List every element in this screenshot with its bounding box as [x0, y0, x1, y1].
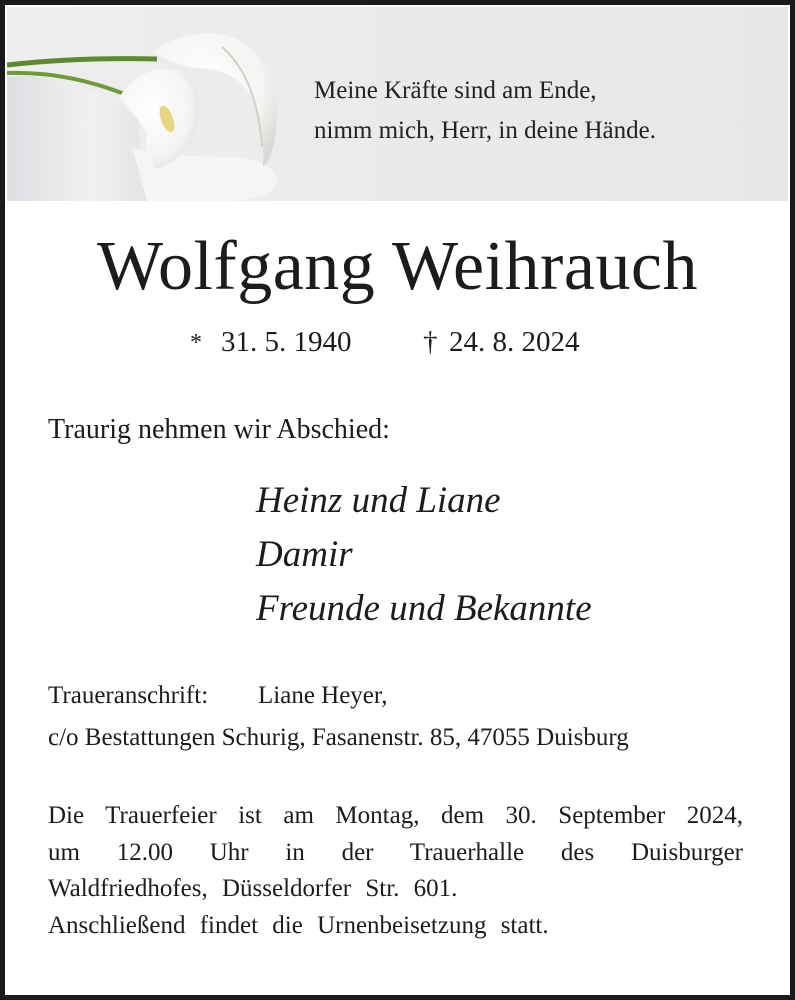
header-banner [7, 7, 788, 201]
farewell-intro: Traurig nehmen wir Abschied: [48, 414, 390, 445]
address-name: Liane Heyer, [258, 682, 388, 709]
mourner-item: Freunde und Bekannte [256, 588, 592, 629]
address-label: Traueranschrift: [48, 682, 209, 709]
service-line: Anschließend findet die Urnenbeisetzung statt. [48, 911, 549, 939]
funeral-service-info [48, 798, 743, 944]
birth-date: 31. 5. 1940 [221, 326, 352, 358]
mourner-item: Heinz und Liane [256, 480, 501, 521]
mourner-item: Damir [256, 534, 353, 575]
service-line: Waldfriedhofes, Düsseldorfer Str. 601. [48, 875, 458, 902]
service-line: Die Trauerfeier ist am Montag, dem 30. September 2024, [48, 802, 743, 829]
calla-lily-image [7, 7, 307, 201]
death-cross-icon: † [423, 326, 438, 358]
quote-line-1: Meine Kräfte sind am Ende, [314, 77, 597, 104]
death-date: 24. 8. 2024 [449, 326, 580, 358]
quote [314, 71, 656, 151]
address-line: c/o Bestattungen Schurig, Fasanenstr. 85, 47055 Duisburg [48, 724, 629, 751]
quote-line-2: nimm mich, Herr, in deine Hände. [314, 117, 656, 144]
life-dates [0, 326, 795, 366]
deceased-name: Wolfgang Weihrauch [97, 228, 698, 305]
mourners-list [256, 474, 592, 636]
mourning-address [48, 675, 629, 759]
service-line: um 12.00 Uhr in der Trauerhalle des Duisburger [48, 838, 743, 866]
birth-star-icon: * [190, 330, 202, 356]
